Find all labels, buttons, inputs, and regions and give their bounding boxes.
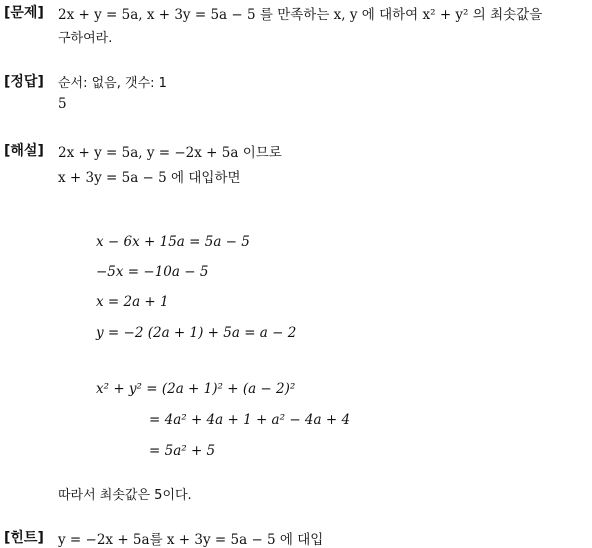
- solution-conclusion: 따라서 최솟값은 5이다.: [58, 488, 192, 503]
- solution-step-2: −5x = −10a − 5: [96, 264, 209, 280]
- problem-tag: [문제]: [4, 5, 44, 21]
- solution-line-2: x + 3y = 5a − 5 에 대입하면: [58, 170, 241, 186]
- answer-line-2: 5: [58, 96, 67, 112]
- solution-step-4: y = −2 (2a + 1) + 5a = a − 2: [96, 325, 297, 341]
- problem-line-1: 2x + y = 5a, x + 3y = 5a − 5 를 만족하는 x, y 에 대하여 x² + y² 의 최솟값을: [58, 7, 543, 23]
- answer-tag: [정답]: [4, 74, 44, 90]
- solution-step-3: x = 2a + 1: [96, 294, 169, 310]
- answer-line-1: 순서: 없음, 갯수: 1: [58, 76, 167, 91]
- solution-step-1: x − 6x + 15a = 5a − 5: [96, 234, 250, 250]
- hint-tag: [힌트]: [4, 530, 44, 546]
- problem-line-2: 구하여라.: [58, 31, 113, 46]
- hint-line-1: y = −2x + 5a를 x + 3y = 5a − 5 에 대입: [58, 532, 324, 548]
- sum-line-2: = 4a² + 4a + 1 + a² − 4a + 4: [149, 412, 351, 428]
- sum-line-3: = 5a² + 5: [149, 443, 216, 459]
- solution-line-1: 2x + y = 5a, y = −2x + 5a 이므로: [58, 145, 282, 161]
- solution-tag: [해설]: [4, 143, 44, 159]
- sum-line-1: x² + y² = (2a + 1)² + (a − 2)²: [96, 381, 296, 397]
